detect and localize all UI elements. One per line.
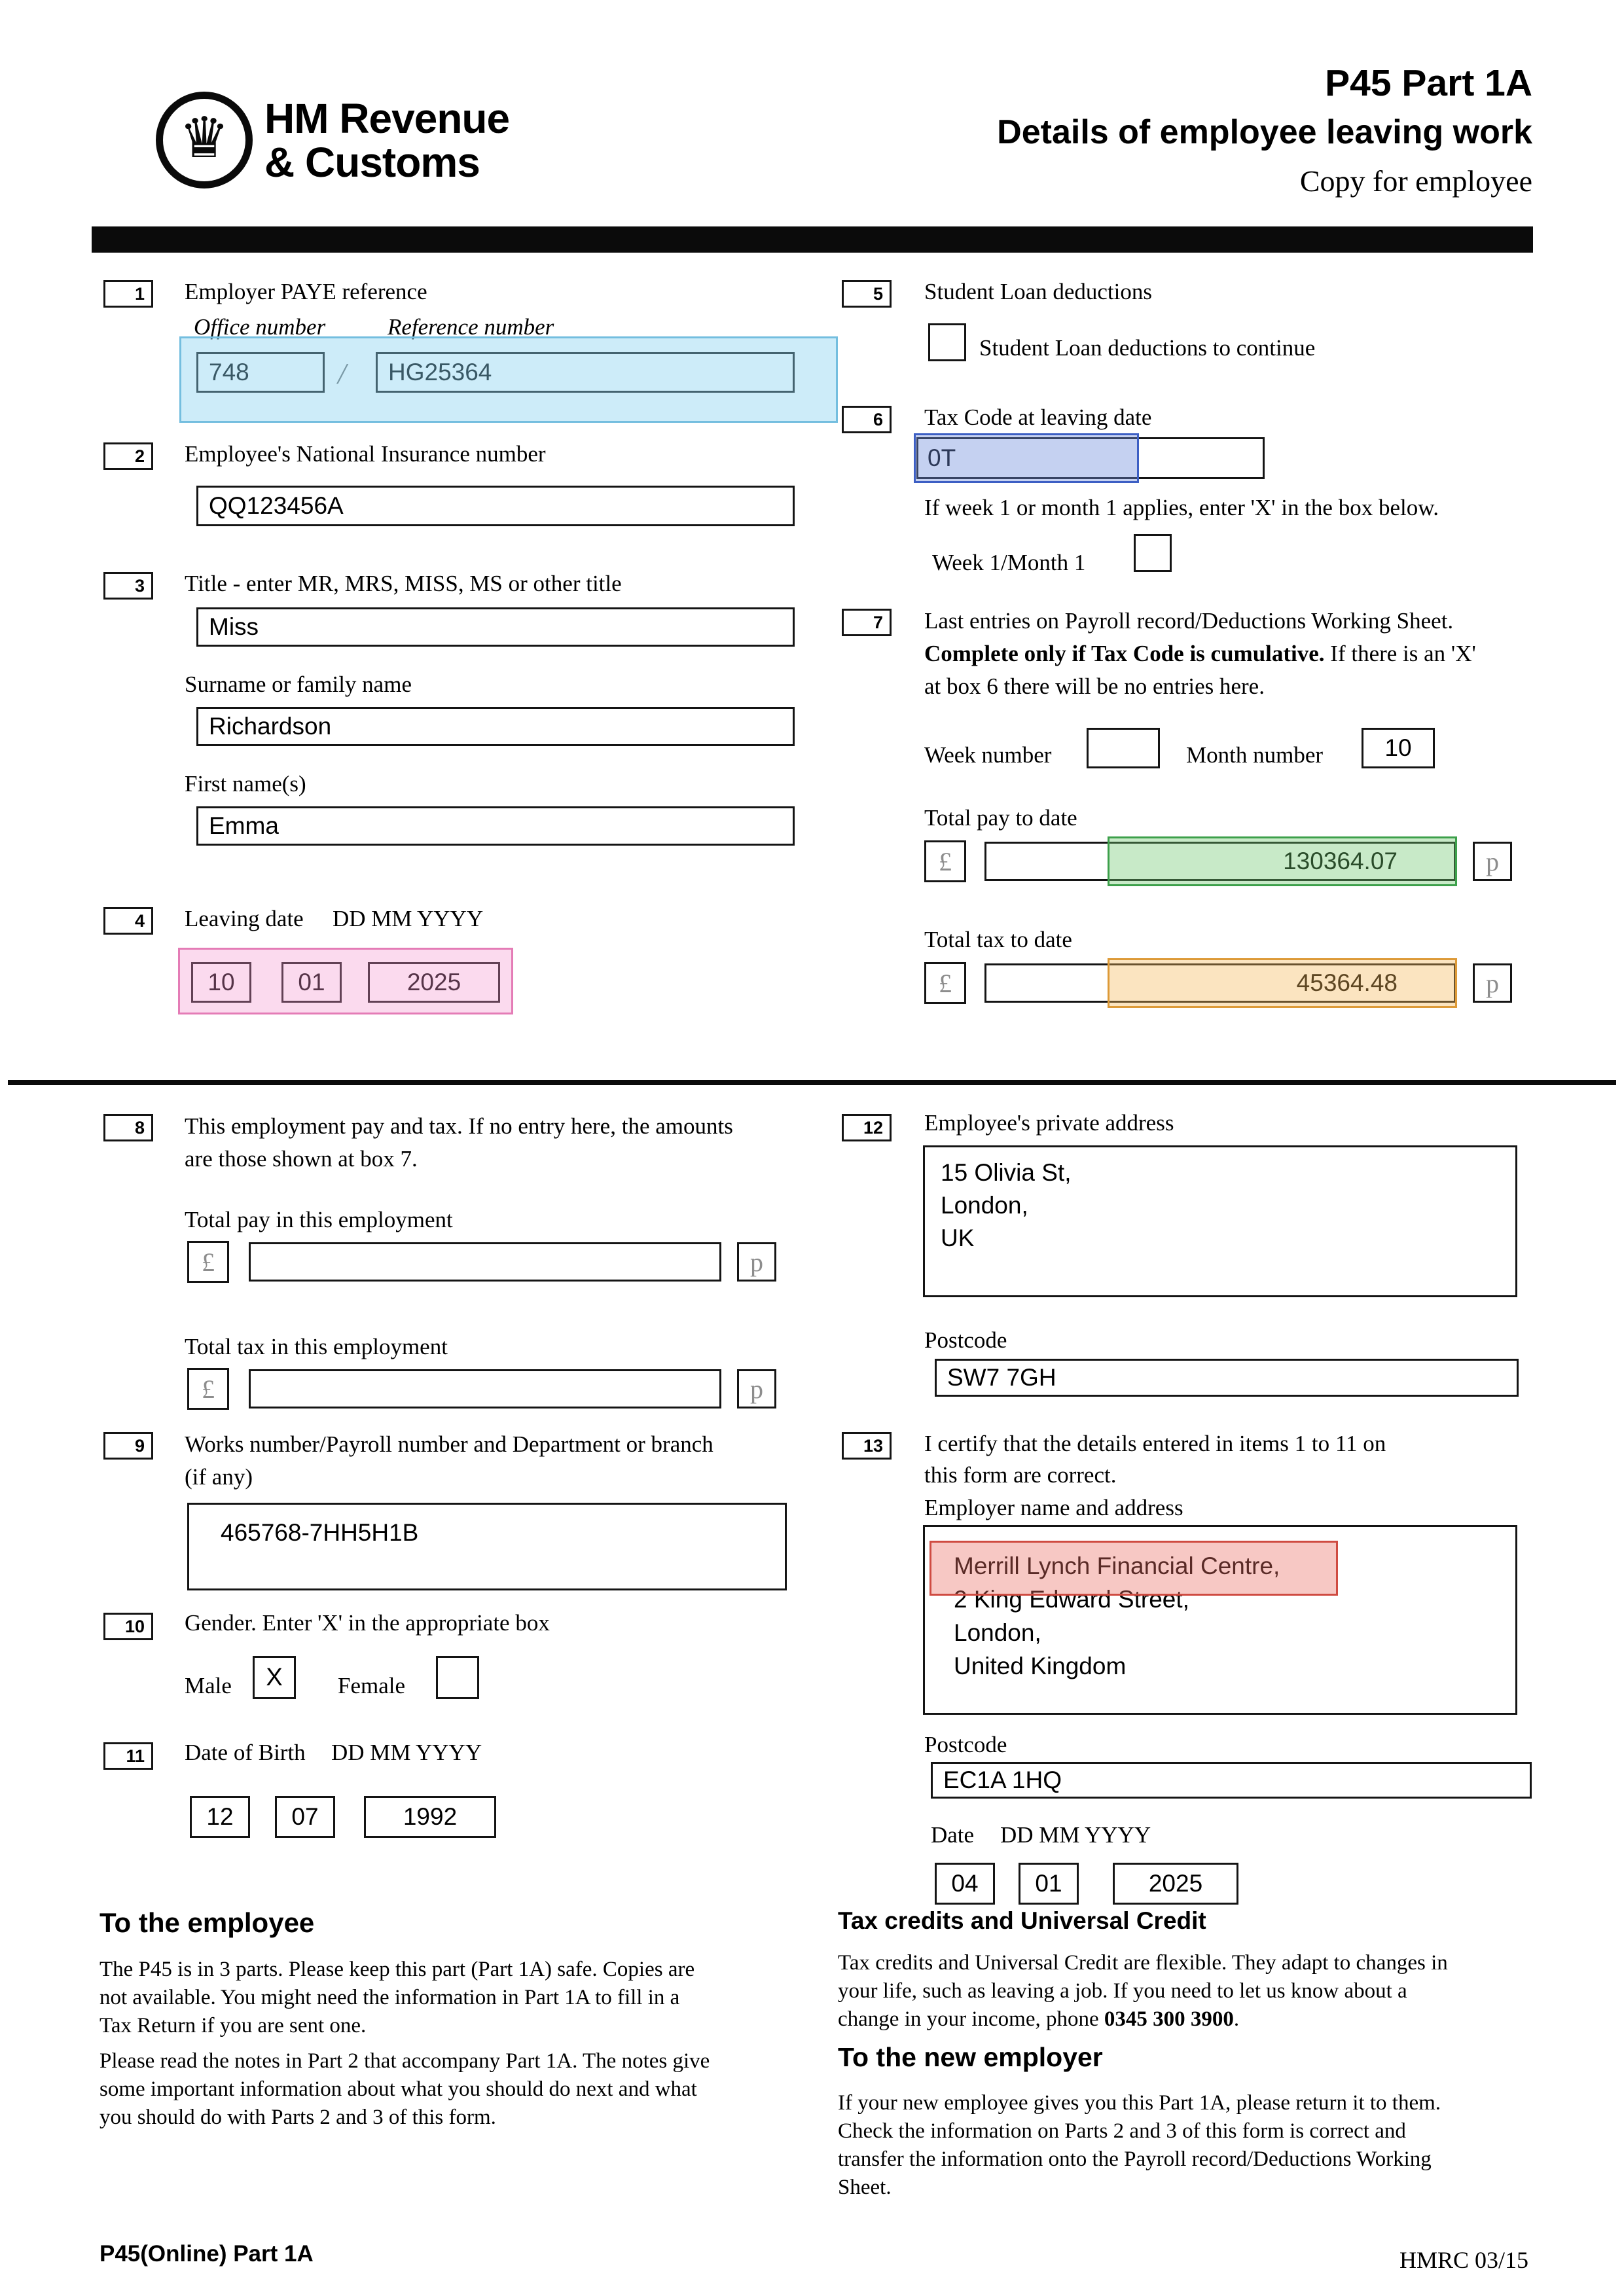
box10-number: 10 [103, 1613, 153, 1640]
tax-credits-phone: 0345 300 3900 [1104, 2007, 1234, 2031]
surname-field[interactable]: Richardson [196, 707, 795, 746]
leaving-date-dd-field[interactable]: 10 [191, 962, 251, 1003]
new-employer-heading: To the new employer [838, 2042, 1103, 2072]
box1-label: Employer PAYE reference [185, 279, 427, 304]
leaving-date-yyyy-field[interactable]: 2025 [368, 962, 500, 1003]
box7-label-line1: Last entries on Payroll record/Deductions Working Sheet. [924, 608, 1454, 634]
certify-date-mm-field[interactable]: 01 [1019, 1863, 1079, 1905]
total-pay-to-date-label: Total pay to date [924, 805, 1077, 831]
certify-date-yyyy-field[interactable]: 2025 [1113, 1863, 1238, 1905]
student-loan-checkbox-label: Student Loan deductions to continue [979, 335, 1316, 361]
hmrc-logo-text [264, 97, 509, 185]
student-loan-checkbox[interactable] [928, 323, 966, 361]
total-tax-employment-label: Total tax in this employment [185, 1334, 448, 1359]
box6-number: 6 [842, 406, 892, 433]
box8-label-line2: are those shown at box 7. [185, 1146, 418, 1172]
postcode-field[interactable]: SW7 7GH [935, 1359, 1519, 1397]
address-line-1: 15 Olivia St, [941, 1159, 1072, 1186]
left-footer-label: P45(Online) Part 1A [99, 2241, 314, 2267]
box5-number: 5 [842, 280, 892, 308]
dob-label: Date of Birth [185, 1740, 306, 1765]
total-tax-to-date-field[interactable]: 45364.48 [984, 963, 1456, 1003]
box9-number: 9 [103, 1432, 153, 1460]
box9-label-line1: Works number/Payroll number and Department or branch [185, 1431, 713, 1457]
page-subtitle: Details of employee leaving work [997, 113, 1532, 151]
box7-number: 7 [842, 609, 892, 636]
leaving-date-mm-field[interactable]: 01 [281, 962, 342, 1003]
surname-label: Surname or family name [185, 672, 412, 697]
address-line-2: London, [941, 1192, 1028, 1219]
tax-employment-pound-symbol: £ [187, 1368, 229, 1410]
hmrc-logo-line2: & Customs [264, 139, 480, 186]
pay-employment-pence-symbol: p [737, 1242, 776, 1282]
hmrc-logo [156, 92, 253, 188]
box13-number: 13 [842, 1432, 892, 1460]
new-employer-paragraph: If your new employee gives you this Part 1A, please return it to them. Check the information on Parts 2 and 3 of this form is correct and transfer the information onto the Payroll record/Deductions Working Sheet. [838, 2091, 1441, 2199]
office-number-field[interactable]: 748 [196, 352, 325, 393]
week-number-field[interactable] [1087, 728, 1160, 768]
tax-credits-paragraph [838, 1949, 1456, 2034]
certify-label [924, 1428, 1386, 1491]
copy-for-employee-label: Copy for employee [1299, 164, 1532, 198]
certify-date-label: Date [931, 1822, 975, 1848]
tax-code-label: Tax Code at leaving date [924, 404, 1152, 430]
ni-number-field[interactable]: QQ123456A [196, 486, 795, 526]
employer-address-line-3: London, [954, 1619, 1041, 1646]
box11-number: 11 [103, 1742, 153, 1770]
total-tax-employment-field[interactable] [249, 1369, 721, 1408]
female-checkbox[interactable] [436, 1656, 479, 1699]
box7-label-line2 [924, 637, 1476, 670]
private-address-field[interactable] [923, 1145, 1517, 1297]
to-employee-paragraph-1: The P45 is in 3 parts. Please keep this part (Part 1A) safe. Copies are not available. You might need the information in Part 1A to fill in a Tax Return if you are sent one. [99, 1958, 695, 2037]
dob-yyyy-field[interactable]: 1992 [364, 1796, 496, 1838]
tax-credits-period: . [1233, 2007, 1240, 2031]
title-label: Title - enter MR, MRS, MISS, MS or other title [185, 571, 622, 596]
week-number-label: Week number [924, 742, 1052, 768]
leaving-date-format: DD MM YYYY [333, 906, 484, 931]
box4-number: 4 [103, 907, 153, 935]
employer-postcode-field[interactable]: EC1A 1HQ [931, 1762, 1532, 1799]
employer-address-line-2: 2 King Edward Street, [954, 1586, 1189, 1613]
address-line-3: UK [941, 1225, 975, 1251]
tax-code-field[interactable]: 0T [916, 437, 1265, 479]
to-employee-heading: To the employee [99, 1907, 315, 1938]
box8-number: 8 [103, 1114, 153, 1141]
box7-label-rest: If there is an 'X' [1324, 641, 1476, 666]
ni-number-label: Employee's National Insurance number [185, 441, 546, 467]
pay-employment-pound-symbol: £ [187, 1241, 229, 1283]
tax-credits-text: Tax credits and Universal Credit are flexible. They adapt to changes in your life, such as leaving a job. If you need to let us know about a change in your income, phone [838, 1951, 1448, 2031]
office-number-label: Office number [194, 314, 326, 340]
box8-label [185, 1110, 733, 1175]
section-divider [8, 1080, 1616, 1085]
total-pay-pound-symbol: £ [924, 840, 966, 882]
private-address-label: Employee's private address [924, 1110, 1174, 1136]
box3-number: 3 [103, 572, 153, 600]
certify-label-line1: I certify that the details entered in items 1 to 11 on [924, 1431, 1386, 1456]
week1-note: If week 1 or month 1 applies, enter 'X' in the box below. [924, 495, 1439, 520]
week1-month1-checkbox[interactable] [1134, 534, 1172, 572]
total-pay-to-date-field[interactable]: 130364.07 [984, 842, 1456, 881]
total-tax-to-date-label: Total tax to date [924, 927, 1072, 952]
box1-number: 1 [103, 280, 153, 308]
employer-postcode-label: Postcode [924, 1732, 1007, 1757]
total-pay-pence-symbol: p [1473, 842, 1512, 881]
firstname-field[interactable]: Emma [196, 806, 795, 846]
page-title: P45 Part 1A [1325, 62, 1532, 104]
dob-dd-field[interactable]: 12 [190, 1796, 250, 1838]
dob-mm-field[interactable]: 07 [275, 1796, 335, 1838]
gender-label: Gender. Enter 'X' in the appropriate box [185, 1610, 550, 1636]
reference-number-field[interactable]: HG25364 [376, 352, 795, 393]
month-number-field[interactable]: 10 [1362, 728, 1435, 768]
title-field[interactable]: Miss [196, 607, 795, 647]
right-footer-label: HMRC 03/15 [1399, 2247, 1528, 2273]
works-number-field[interactable]: 465768-7HH5H1B [187, 1503, 787, 1590]
employer-name-address-field[interactable] [923, 1525, 1517, 1715]
box12-number: 12 [842, 1114, 892, 1141]
month-number-label: Month number [1186, 742, 1324, 768]
week1-month1-label: Week 1/Month 1 [932, 550, 1086, 575]
leaving-date-label: Leaving date [185, 906, 304, 931]
student-loan-label: Student Loan deductions [924, 279, 1153, 304]
postcode-label: Postcode [924, 1327, 1007, 1353]
female-label: Female [338, 1673, 406, 1698]
total-pay-employment-field[interactable] [249, 1242, 721, 1282]
employer-address-line-4: United Kingdom [954, 1653, 1127, 1679]
to-employee-paragraph-2: Please read the notes in Part 2 that accompany Part 1A. The notes give some important information about what you should do next and what you should do with Parts 2 and 3 of this form. [99, 2049, 710, 2129]
header-divider-bar [92, 226, 1533, 253]
total-pay-employment-label: Total pay in this employment [185, 1207, 453, 1232]
total-tax-pound-symbol: £ [924, 962, 966, 1004]
dob-format: DD MM YYYY [331, 1740, 482, 1765]
reference-number-label: Reference number [388, 314, 554, 340]
certify-date-dd-field[interactable]: 04 [935, 1863, 995, 1905]
certify-label-line2: this form are correct. [924, 1462, 1117, 1488]
male-label: Male [185, 1673, 232, 1698]
box9-label-line2: (if any) [185, 1464, 253, 1490]
box7-label [924, 605, 1476, 703]
male-checkbox[interactable]: X [253, 1656, 296, 1699]
certify-date-format: DD MM YYYY [1000, 1822, 1151, 1848]
firstname-label: First name(s) [185, 771, 306, 797]
box7-label-bold: Complete only if Tax Code is cumulative. [924, 641, 1325, 666]
box9-label [185, 1428, 713, 1494]
paye-separator: / [338, 357, 346, 390]
tax-employment-pence-symbol: p [737, 1369, 776, 1408]
total-tax-pence-symbol: p [1473, 963, 1512, 1003]
hmrc-logo-line1: HM Revenue [264, 95, 510, 142]
box2-number: 2 [103, 442, 153, 470]
employer-name-address-label: Employer name and address [924, 1495, 1183, 1520]
crown-icon: ♛ [179, 107, 230, 170]
tax-credits-heading: Tax credits and Universal Credit [838, 1907, 1206, 1934]
box8-label-line1: This employment pay and tax. If no entry here, the amounts [185, 1113, 733, 1139]
box7-label-line3: at box 6 there will be no entries here. [924, 673, 1265, 699]
employer-address-line-1: Merrill Lynch Financial Centre, [954, 1552, 1280, 1579]
